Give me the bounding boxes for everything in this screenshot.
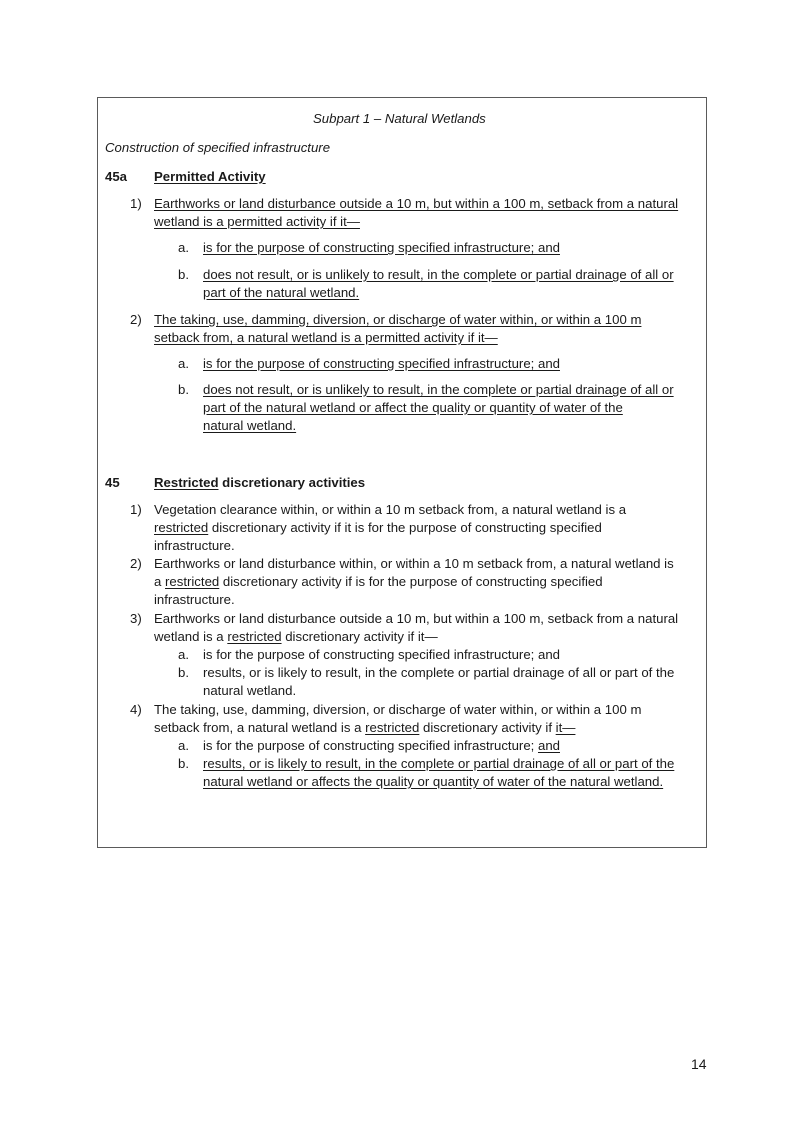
restricted-term: restricted (165, 574, 220, 589)
item-line (154, 628, 438, 646)
subitem-line: natural wetland. (203, 418, 297, 433)
item-line: The taking, use, damming, diversion, or discharge of water within, or within a 100 m (154, 312, 642, 327)
restricted-term: restricted (154, 520, 209, 535)
subitem-line: is for the purpose of constructing specified infrastructure; and (203, 356, 560, 371)
subitem-marker: a. (178, 240, 189, 255)
item-line: Vegetation clearance within, or within a 10 m setback from, a natural wetland is a (154, 502, 627, 517)
subpart-title: Subpart 1 – Natural Wetlands (313, 111, 486, 126)
item-line: Earthworks or land disturbance outside a 10 m, but within a 100 m, setback from a natural (154, 611, 679, 626)
subitem-line: does not result, or is unlikely to result, in the complete or partial drainage of all or (203, 267, 674, 282)
item-line-rest: discretionary activity if it— (281, 629, 438, 644)
construction-heading: Construction of specified infrastructure (105, 140, 331, 155)
item-line-pre: wetland is a (154, 629, 228, 644)
subitem-line (203, 737, 560, 755)
subitem-marker: a. (178, 356, 189, 371)
subitem-marker: b. (178, 665, 189, 680)
item-line-pre: a (154, 574, 165, 589)
item-line (154, 519, 602, 537)
item-line: Earthworks or land disturbance within, or within a 10 m setback from, a natural wetland is (154, 556, 674, 571)
item-line: infrastructure. (154, 538, 235, 553)
item-line: setback from, a natural wetland is a permitted activity if it— (154, 330, 498, 345)
section-45-heading-rest: discretionary activities (218, 475, 366, 490)
subitem-marker: b. (178, 267, 189, 282)
item-line: infrastructure. (154, 592, 235, 607)
subitem-line: is for the purpose of constructing specified infrastructure; and (203, 647, 560, 662)
item-marker: 1) (130, 196, 142, 211)
section-45-number: 45 (105, 475, 120, 490)
section-45a-heading: Permitted Activity (154, 169, 266, 184)
item-marker: 2) (130, 556, 142, 571)
subitem-line-underlined: and (537, 738, 560, 753)
item-marker: 1) (130, 502, 142, 517)
item-line-rest: discretionary activity if is for the purpose of constructing specified (219, 574, 603, 589)
item-line: Earthworks or land disturbance outside a 10 m, but within a 100 m, setback from a natural (154, 196, 679, 211)
item-marker: 2) (130, 312, 142, 327)
item-line-pre: setback from, a natural wetland is a (154, 720, 366, 735)
item-line-tail: it— (555, 720, 576, 735)
section-45-heading (154, 474, 365, 492)
page-number: 14 (691, 1056, 707, 1072)
subitem-line: does not result, or is unlikely to result, in the complete or partial drainage of all or (203, 382, 674, 397)
subitem-line-plain: is for the purpose of constructing specified infrastructure; (203, 738, 538, 753)
subitem-line: is for the purpose of constructing specified infrastructure; and (203, 240, 560, 255)
subitem-marker: b. (178, 756, 189, 771)
restricted-term: restricted (365, 720, 420, 735)
subitem-line: natural wetland or affects the quality or quantity of water of the natural wetland. (203, 774, 664, 789)
subitem-line: part of the natural wetland or affect the quality or quantity of water of the (203, 400, 623, 415)
item-marker: 3) (130, 611, 142, 626)
subitem-marker: a. (178, 647, 189, 662)
subitem-line: part of the natural wetland. (203, 285, 360, 300)
subitem-line: results, or is likely to result, in the complete or partial drainage of all or part of the (203, 756, 675, 771)
item-line (154, 719, 575, 737)
subitem-marker: a. (178, 738, 189, 753)
item-line-rest: discretionary activity if (419, 720, 556, 735)
subitem-marker: b. (178, 382, 189, 397)
item-line: wetland is a permitted activity if it— (154, 214, 360, 229)
restricted-term: restricted (227, 629, 282, 644)
item-line: The taking, use, damming, diversion, or discharge of water within, or within a 100 m (154, 702, 642, 717)
subitem-line: natural wetland. (203, 683, 297, 698)
item-marker: 4) (130, 702, 142, 717)
section-45-heading-underlined: Restricted (154, 475, 219, 490)
section-45a-number: 45a (105, 169, 128, 184)
item-line (154, 573, 603, 591)
item-line-rest: discretionary activity if it is for the purpose of constructing specified (208, 520, 602, 535)
subitem-line: results, or is likely to result, in the complete or partial drainage of all or part of the (203, 665, 675, 680)
